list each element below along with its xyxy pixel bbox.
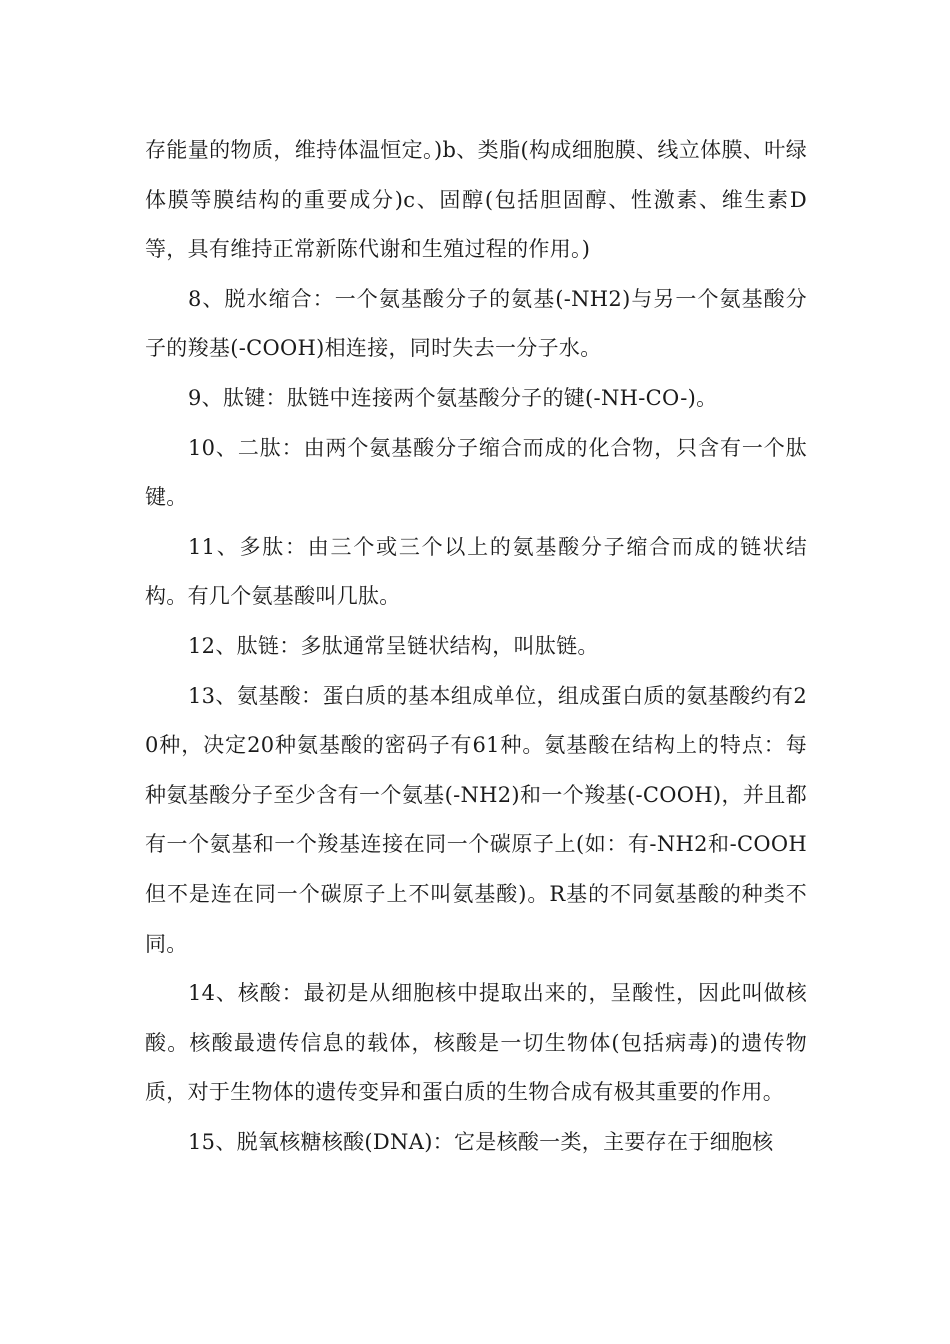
- paragraph-dipeptide: 10、二肽：由两个氨基酸分子缩合而成的化合物，只含有一个肽键。: [145, 435, 807, 510]
- paragraph-peptide-chain: 12、肽链：多肽通常呈链状结构，叫肽链。: [188, 633, 599, 658]
- paragraph-nucleic-acid: 14、核酸：最初是从细胞核中提取出来的，呈酸性，因此叫做核酸。核酸最遗传信息的载体，核酸是一切生物体(包括病毒)的遗传物质，对于生物体的遗传变异和蛋白质的生物合成有极其重要的作用。: [145, 981, 807, 1105]
- paragraph-dehydration-condensation: 8、脱水缩合：一个氨基酸分子的氨基(-NH2)与另一个氨基酸分子的羧基(-COOH)相连接，同时失去一分子水。: [145, 286, 807, 361]
- paragraph-continuation: 存能量的物质，维持体温恒定。)b、类脂(构成细胞膜、线立体膜、叶绿体膜等膜结构的重要成分)c、固醇(包括胆固醇、性激素、维生素D等，具有维持正常新陈代谢和生殖过程的作用。): [145, 138, 807, 262]
- paragraph-amino-acid: 13、氨基酸：蛋白质的基本组成单位，组成蛋白质的氨基酸约有20种，决定20种氨基酸的密码子有61种。氨基酸在结构上的特点：每种氨基酸分子至少含有一个氨基(-NH2)和一个羧基(-COOH)，并且都有一个氨基和一个羧基连接在同一个碳原子上(如：有-NH2和-COOH但不是连在同一个碳原子上不叫氨基酸)。R基的不同氨基酸的种类不同。: [145, 683, 807, 956]
- paragraph-peptide-bond: 9、肽键：肽链中连接两个氨基酸分子的键(-NH-CO-)。: [188, 385, 718, 410]
- document-page: [145, 126, 807, 1167]
- paragraph-dna: 15、脱氧核糖核酸(DNA)：它是核酸一类，主要存在于细胞核: [188, 1129, 774, 1154]
- paragraph-polypeptide: 11、多肽：由三个或三个以上的氨基酸分子缩合而成的链状结构。有几个氨基酸叫几肽。: [145, 534, 807, 609]
